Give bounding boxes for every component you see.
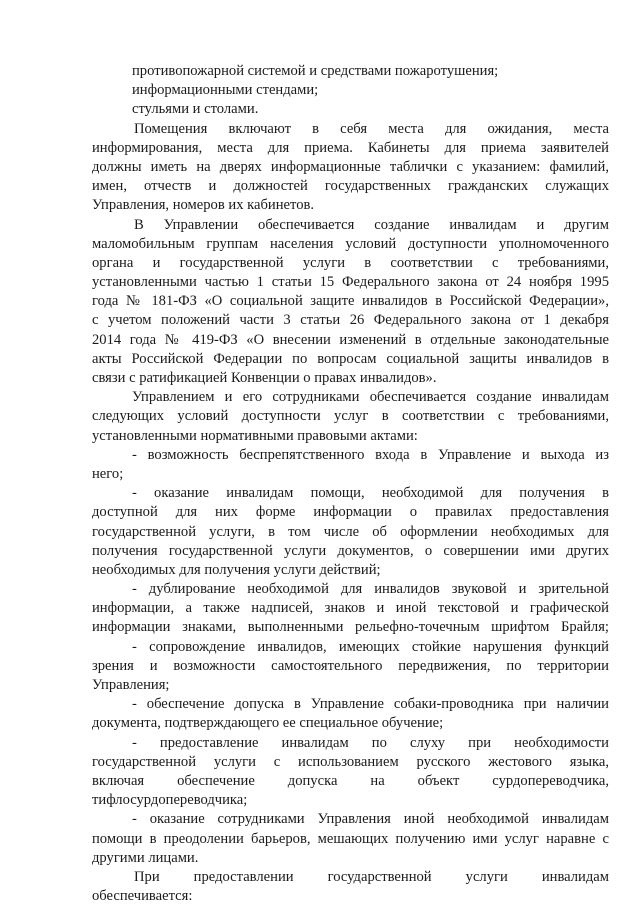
text-line: государственной услуги с использованием русского жестового языка,: [92, 753, 609, 770]
text-line: - обеспечение допуска в Управление собаки-проводника при наличии: [132, 696, 609, 713]
text-line: информирования, места для приема. Кабинеты для приема заявителей: [92, 139, 609, 156]
text-line: года № 181-ФЗ «О социальной защите инвалидов в Российской Федерации»,: [92, 293, 609, 310]
text-line: При предоставлении государственной услуги инвалидам: [134, 868, 609, 885]
text-line: информационными стендами;: [132, 82, 319, 99]
text-line: имен, отчеств и должностей государственных гражданских служащих: [92, 178, 609, 195]
text-line: государственной услуги, в том числе об оформлении необходимых для: [92, 523, 609, 540]
text-line: тифлосурдопереводчика;: [92, 792, 248, 809]
text-line: доступной для них форме информации о правилах предоставления: [92, 504, 609, 521]
document-text: [92, 62, 609, 906]
text-line: акты Российской Федерации по вопросам социальной защиты инвалидов в: [92, 350, 609, 367]
text-line: - дублирование необходимой для инвалидов звуковой и зрительной: [132, 581, 609, 598]
text-line: с учетом положений части 3 статьи 26 Федерального закона от 1 декабря: [92, 312, 609, 329]
text-line: Управления;: [92, 677, 170, 693]
text-line: помощи в преодолении барьеров, мешающих получению ими услуг наравне с: [92, 830, 609, 847]
text-line: маломобильным группам населения условий доступности уполномоченного: [92, 235, 609, 252]
text-line: информации знаками, выполненными рельефно-точечным шрифтом Брайля;: [92, 619, 609, 636]
text-line: - предоставление инвалидам по слуху при необходимости: [132, 734, 609, 751]
text-line: следующих условий доступности услуг в соответствии с требованиями,: [92, 408, 609, 425]
text-line: другими лицами.: [92, 849, 199, 866]
text-line: информации, а также надписей, знаков и иной текстовой и графической: [92, 600, 609, 617]
text-line: установленными нормативными правовыми актами:: [92, 427, 418, 444]
text-line: - оказание инвалидам помощи, необходимой для получения в: [132, 485, 609, 502]
text-line: В Управлении обеспечивается создание инвалидам и другим: [134, 216, 609, 233]
text-line: зрения и возможности самостоятельного передвижения, по территории: [92, 657, 609, 674]
text-line: Помещения включают в себя места для ожидания, места: [134, 120, 609, 137]
text-line: Управления, номеров их кабинетов.: [92, 197, 315, 214]
text-line: него;: [92, 465, 124, 482]
text-line: органа и государственной услуги в соответствии с требованиями,: [92, 254, 609, 271]
text-line: необходимых для получения услуги действий;: [92, 561, 381, 578]
text-line: должны иметь на дверях информационные таблички с указанием: фамилий,: [92, 158, 609, 175]
text-line: документа, подтверждающего ее специальное обучение;: [92, 715, 444, 732]
text-line: - оказание сотрудниками Управления иной необходимой инвалидам: [132, 811, 609, 828]
text-line: противопожарной системой и средствами пожаротушения;: [132, 63, 499, 79]
text-line: связи с ратификацией Конвенции о правах инвалидов».: [92, 370, 437, 386]
text-line: 2014 года № 419-ФЗ «О внесении изменений в отдельные законодательные: [92, 331, 609, 348]
text-line: установленными частью 1 статьи 15 Федерального закона от 24 ноября 1995: [92, 274, 609, 291]
text-line: - сопровождение инвалидов, имеющих стойкие нарушения функций: [132, 638, 609, 655]
text-line: Управлением и его сотрудниками обеспечивается создание инвалидам: [132, 389, 609, 406]
text-line: - возможность беспрепятственного входа в Управление и выхода из: [132, 446, 609, 463]
text-line: включая обеспечение допуска на объект сурдопереводчика,: [92, 772, 609, 789]
text-line: получения государственной услуги документов, о совершении ими других: [92, 542, 609, 559]
text-line: стульями и столами.: [132, 101, 259, 118]
text-line: обеспечивается:: [92, 888, 193, 905]
